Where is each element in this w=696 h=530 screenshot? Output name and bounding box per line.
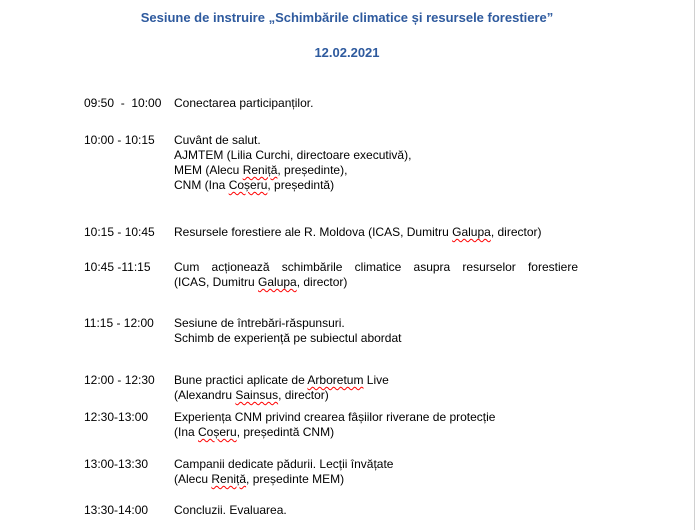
agenda-line: (Ina Coșeru, președintă CNM) — [174, 425, 335, 439]
agenda-line: Resursele forestiere ale R. Moldova (ICAS, Dumitru Galupa, director) — [174, 225, 542, 239]
agenda-line: Schimb de experiență pe subiectul abordat — [174, 331, 402, 345]
agenda-time: 11:15 - 12:00 — [84, 316, 154, 330]
agenda-description — [174, 503, 578, 518]
agenda-description — [174, 133, 578, 193]
agenda-time: 10:45 -11:15 — [84, 260, 151, 274]
agenda-time: 10:15 - 10:45 — [84, 225, 155, 239]
agenda-line: Campanii dedicate pădurii. Lecții învățate — [174, 457, 394, 471]
agenda-line: MEM (Alecu Reniță, președinte), — [174, 163, 348, 177]
agenda-time: 12:30-13:00 — [84, 410, 149, 424]
agenda-line: Experiența CNM privind crearea fâșiilor riverane de protecție — [174, 410, 496, 424]
agenda-line: Conectarea participanților. — [174, 96, 314, 110]
agenda-description — [174, 96, 578, 111]
agenda-description — [174, 410, 578, 440]
agenda-line: CNM (Ina Coșeru, președintă) — [174, 178, 335, 192]
agenda-time: 12:00 - 12:30 — [84, 373, 155, 387]
agenda-line: Bune practici aplicate de Arboretum Live — [174, 373, 389, 387]
agenda-line: AJMTEM (Lilia Curchi, directoare executivă), — [174, 148, 412, 162]
agenda-time: 09:50 - 10:00 — [84, 96, 162, 110]
agenda-line: Sesiune de întrebări-răspunsuri. — [174, 316, 345, 330]
agenda-description — [174, 373, 578, 403]
agenda-description — [174, 457, 578, 487]
agenda-line: (Alexandru Sainsus, director) — [174, 388, 329, 402]
agenda-time: 13:00-13:30 — [84, 457, 149, 471]
agenda-description — [174, 260, 578, 290]
agenda-line: Cuvânt de salut. — [174, 133, 261, 147]
document-date: 12.02.2021 — [314, 45, 380, 60]
agenda-line: Cum acționează schimbările climatice asupra resurselor forestiere — [174, 260, 578, 274]
agenda-line: (Alecu Reniță, președinte MEM) — [174, 472, 345, 486]
agenda-time: 13:30-14:00 — [84, 503, 149, 517]
document-title: Sesiune de instruire „Schimbările climatice și resursele forestiere” — [140, 10, 554, 25]
agenda-time: 10:00 - 10:15 — [84, 133, 155, 147]
agenda-line: Concluzii. Evaluarea. — [174, 503, 287, 517]
agenda-line: (ICAS, Dumitru Galupa, director) — [174, 275, 348, 289]
agenda-description — [174, 316, 578, 346]
agenda-description — [174, 225, 578, 240]
